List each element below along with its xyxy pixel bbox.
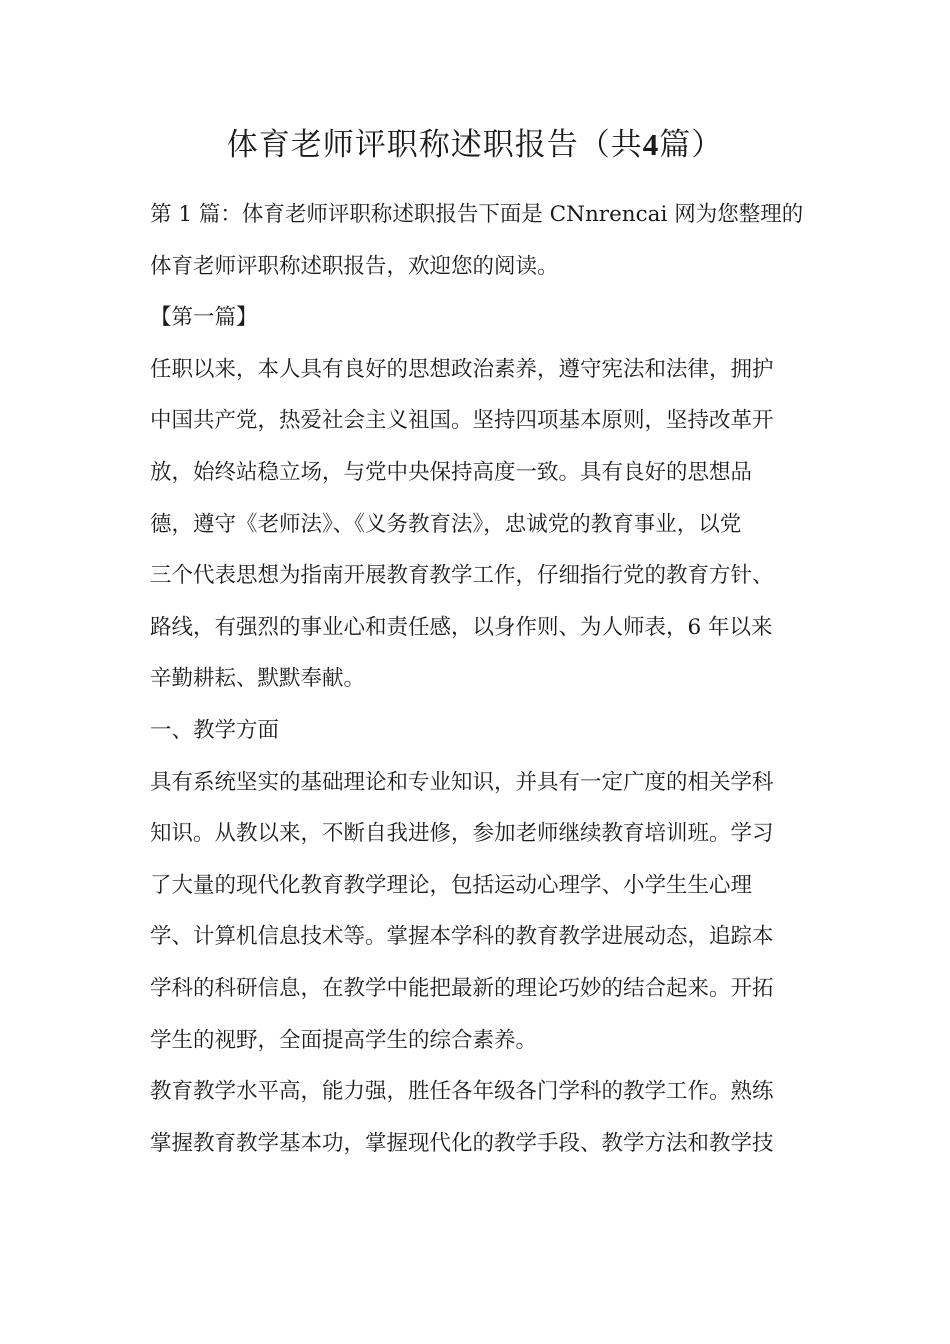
text-line: 教育教学水平高，能力强，胜任各年级各门学科的教学工作。熟练 xyxy=(150,1079,774,1105)
text-line: 知识。从教以来，不断自我进修，参加老师继续教育培训班。学习 xyxy=(150,821,774,847)
text-line: 学生的视野，全面提高学生的综合素养。 xyxy=(150,1027,538,1053)
section-heading: 【第一篇】 xyxy=(150,305,258,331)
text-line: 德，遵守《老师法》、《义务教育法》，忠诚党的教育事业，以党 xyxy=(150,511,742,537)
document-title xyxy=(0,122,950,168)
text-line: 体育老师评职称述职报告，欢迎您的阅读。 xyxy=(150,253,559,279)
text-line: 学、计算机信息技术等。掌握本学科的教育教学进展动态，追踪本 xyxy=(150,924,774,950)
text-line: 了大量的现代化教育教学理论，包括运动心理学、小学生生心理 xyxy=(150,872,753,898)
text-line: 中国共产党，热爱社会主义祖国。坚持四项基本原则，坚持改革开 xyxy=(150,408,774,434)
section-heading: 一、教学方面 xyxy=(150,717,280,743)
text-line: 三个代表思想为指南开展教育教学工作，仔细指行党的教育方针、 xyxy=(150,563,774,589)
text-line: 放，始终站稳立场，与党中央保持高度一致。具有良好的思想品 xyxy=(150,459,753,485)
text-line: 具有系统坚实的基础理论和专业知识，并具有一定广度的相关学科 xyxy=(150,769,774,795)
text-line: 学科的科研信息，在教学中能把最新的理论巧妙的结合起来。开拓 xyxy=(150,975,774,1001)
text-line: 辛勤耕耘、默默奉献。 xyxy=(150,666,366,692)
title-prefix: 体育老师评职称述职报告（共 xyxy=(226,127,643,163)
title-suffix: 篇） xyxy=(659,127,724,163)
title-number: 4 xyxy=(642,127,660,162)
text-line: 掌握教育教学基本功，掌握现代化的教学手段、教学方法和教学技 xyxy=(150,1130,774,1156)
text-line: 路线，有强烈的事业心和责任感，以身作则、为人师表，6 年以来 xyxy=(150,614,773,640)
text-line: 任职以来，本人具有良好的思想政治素养，遵守宪法和法律，拥护 xyxy=(150,356,774,382)
text-line: 第 1 篇：体育老师评职称述职报告下面是 CNnrencai 网为您整理的 xyxy=(150,202,804,227)
document-body xyxy=(150,189,810,1169)
